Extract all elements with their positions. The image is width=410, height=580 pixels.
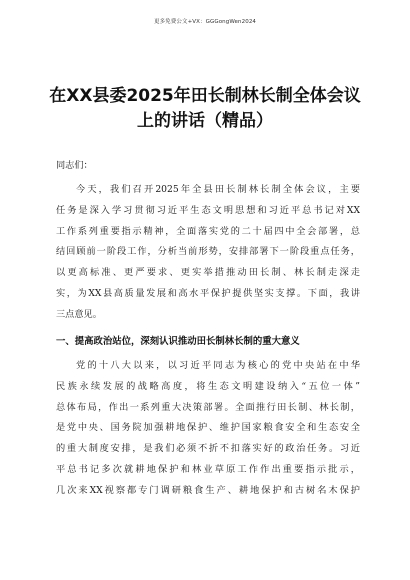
paragraph-line: 是党中央、国务院加强耕地保护、维护国家粮食安全和生态安全: [56, 422, 360, 434]
section-heading-1: 一、提高政治站位，深刻认识推动田长制林长制的重大意义: [56, 336, 300, 347]
title-line-1: 在XX县委2025年田长制林长制全体会议: [49, 86, 361, 106]
paragraph-line: 总体布局，作出一系列重大决策部署。全面推行田长制、林长制，: [56, 401, 360, 413]
paragraph-line: 三点意见。: [56, 308, 102, 320]
paragraph-2: [56, 356, 360, 502]
salutation: 同志们：: [56, 160, 93, 171]
paragraph-line: 的重大制度安排，是我们必须不折不扣落实好的政治任务。习近: [56, 443, 360, 455]
paragraph-line: 平总书记多次就耕地保护和林业草原工作作出重要指示批示，: [56, 463, 360, 475]
paragraph-line: 实，为XX县高质量发展和高水平保护提供坚实支撑。下面，我讲: [56, 287, 360, 299]
paragraph-line: 党的十八大以来，以习近平同志为核心的党中央站在中华: [76, 360, 360, 371]
document-title: [38, 84, 372, 134]
paragraph-line: 工作系列重要指示精神，全面落实党的二十届四中全会部署，总: [56, 225, 360, 237]
paragraph-line: 以更高标准、更严要求、更实举措推动田长制、林长制走深走: [56, 267, 360, 279]
title-line-2: 上的讲话（精品）: [137, 111, 273, 131]
paragraph-line: 几次来XX视察都专门调研粮食生产、耕地保护和古树名木保护: [56, 484, 360, 496]
paragraph-line: 今天，我们召开2025年全县田长制林长制全体会议，主要: [76, 184, 360, 195]
paragraph-line: 结回顾前一阶段工作，分析当前形势，安排部署下一阶段重点任务，: [56, 246, 360, 258]
paragraph-line: 任务是深入学习贯彻习近平生态文明思想和习近平总书记对XX: [56, 204, 360, 216]
paragraph-1: [56, 180, 360, 326]
page-header: 更多免费公文+VX：GGGongWen2024: [153, 19, 257, 25]
paragraph-line: 民族永续发展的战略高度，将生态文明建设纳入“五位一体”: [56, 380, 360, 392]
